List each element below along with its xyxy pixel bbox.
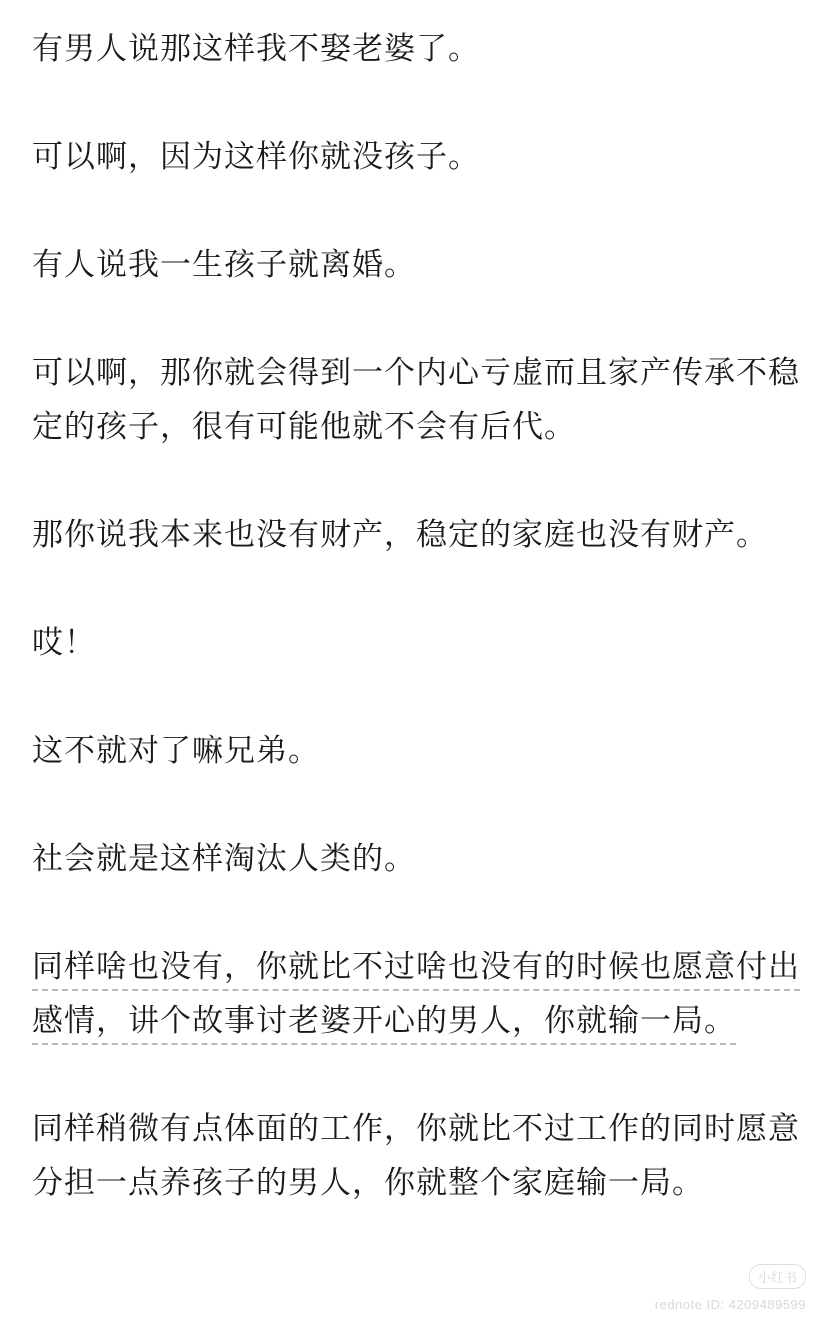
paragraph-2: 可以啊，因为这样你就没孩子。	[32, 139, 480, 175]
watermark-logo: 小红书	[749, 1264, 806, 1289]
paragraph-4: 可以啊，那你就会得到一个内心亏虚而且家产传承不稳定的孩子，很有可能他就不会有后代。	[32, 355, 800, 445]
article-body	[32, 22, 802, 1264]
paragraph-9-highlighted	[32, 940, 802, 1048]
paragraph-3: 有人说我一生孩子就离婚。	[32, 247, 416, 283]
paragraph-6: 哎！	[32, 625, 96, 661]
highlighted-text: 同样啥也没有，你就比不过啥也没有的时候也愿意付出感情，讲个故事讨老婆开心的男人，你就输一局。	[32, 949, 800, 1045]
paragraph-7: 这不就对了嘛兄弟。	[32, 733, 320, 769]
paragraph-10: 同样稍微有点体面的工作，你就比不过工作的同时愿意分担一点养孩子的男人，你就整个家庭输一局。	[32, 1111, 800, 1201]
paragraph-1: 有男人说那这样我不娶老婆了。	[32, 31, 480, 67]
paragraph-5: 那你说我本来也没有财产，稳定的家庭也没有财产。	[32, 517, 768, 553]
watermark-id: rednote ID: 4209489599	[654, 1297, 806, 1312]
watermark	[655, 1264, 806, 1312]
paragraph-8: 社会就是这样淘汰人类的。	[32, 841, 416, 877]
